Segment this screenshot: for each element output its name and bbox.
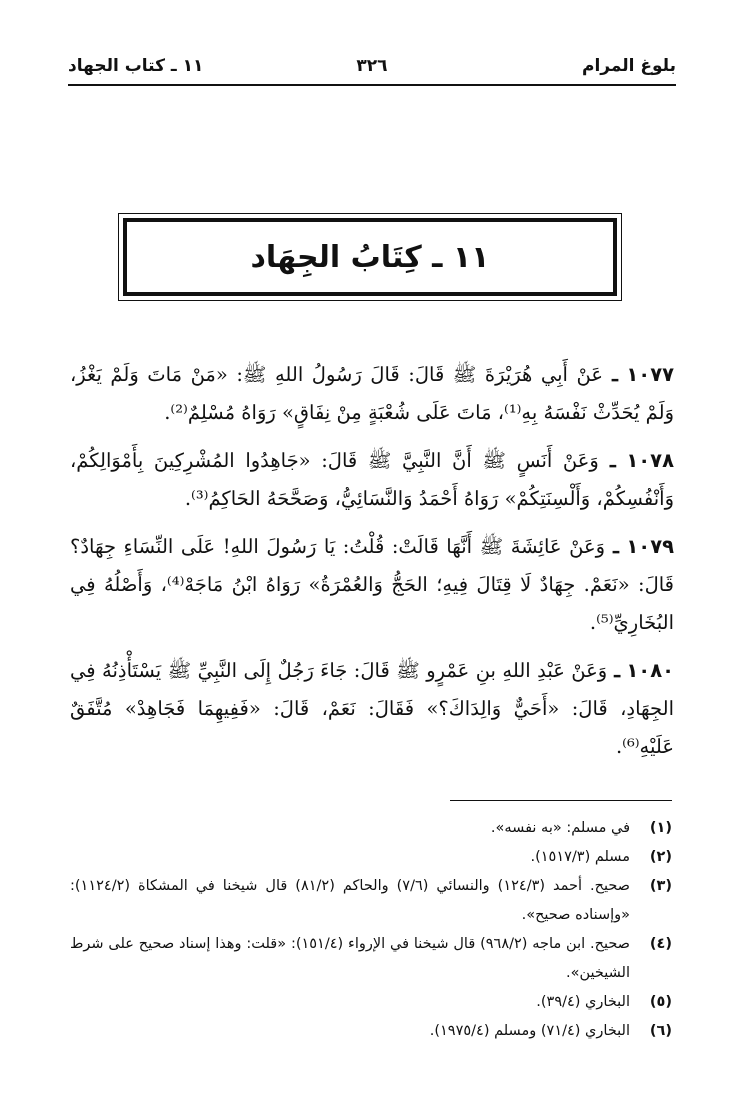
- hadith-text: وَعَنْ عَبْدِ اللهِ بنِ عَمْرٍو ﷺ قَالَ: جَاءَ رَجُلٌ إِلَى النَّبِيِّ ﷺ يَسْتَأْذِنُهُ فِي الجِهَادِ، قَالَ: «أَحَيٌّ وَالِدَاكَ؟» فَقَالَ: نَعَمْ، قَالَ: «فَفِيهِمَا فَجَاهِدْ» مُتَّفَقٌ عَلَيْهِ⁽⁶⁾.: [70, 659, 674, 758]
- running-header: [68, 56, 676, 82]
- chapter-title-frame: [118, 213, 622, 301]
- chapter-reference: ١١ ـ كتاب الجهاد: [68, 56, 204, 76]
- hadith-text: وَعَنْ أَنَسٍ ﷺ أَنَّ النَّبِيَّ ﷺ قَالَ: «جَاهِدُوا المُشْرِكِينَ بِأَمْوَالِكُمْ، وَأَنْفُسِكُمْ، وَأَلْسِنَتِكُمْ» رَوَاهُ أَحْمَدُ وَالنَّسَائِيُّ، وَصَحَّحَهُ الحَاكِمُ⁽³⁾.: [70, 449, 674, 510]
- hadith-paragraph: [70, 528, 674, 642]
- footnote-text: صحيح. ابن ماجه (٩٦٨/٢) قال شيخنا في الإرواء (١٥١/٤): «قلت: وهذا إسناد صحيح على شرط الشيخين».: [70, 936, 630, 981]
- header-rule: [68, 84, 676, 86]
- footnote-text: مسلم (١٥١٧/٣).: [530, 849, 630, 865]
- hadith-dash: ـ: [598, 449, 616, 472]
- footnote-separator: [450, 800, 672, 801]
- hadith-number: ١٠٧٧: [626, 363, 674, 386]
- hadith-paragraph: [70, 652, 674, 766]
- hadith-number: ١٠٨٠: [626, 659, 674, 682]
- footnote-number: (٣): [649, 878, 672, 894]
- footnote: [70, 930, 672, 988]
- footnote-number: (٤): [649, 936, 672, 952]
- chapter-title-inner-frame: [123, 218, 617, 296]
- footnote-number: (٢): [649, 849, 672, 865]
- footnote: [70, 872, 672, 930]
- footnote-text: البخاري (٣٩/٤).: [536, 994, 630, 1010]
- page-number: ٣٢٦: [356, 56, 388, 76]
- footnote: [70, 814, 672, 843]
- footnote: [70, 843, 672, 872]
- hadith-number: ١٠٧٨: [626, 449, 674, 472]
- hadith-dash: ـ: [607, 659, 620, 682]
- hadith-dash: ـ: [603, 363, 618, 386]
- hadith-paragraph: [70, 356, 674, 432]
- footnotes: [70, 814, 672, 1046]
- hadith-paragraph: [70, 442, 674, 518]
- footnote-number: (٥): [649, 994, 672, 1010]
- footnote-number: (٦): [649, 1023, 672, 1039]
- hadith-number: ١٠٧٩: [626, 535, 674, 558]
- book-title: بلوغ المرام: [582, 56, 676, 76]
- hadith-dash: ـ: [605, 535, 619, 558]
- footnote-number: (١): [649, 820, 672, 836]
- footnote: [70, 1017, 672, 1046]
- hadith-text: وَعَنْ عَائِشَةَ ﷺ أَنَّهَا قَالَتْ: قُلْتُ: يَا رَسُولَ اللهِ! عَلَى النِّسَاءِ جِهَادٌ؟ قَالَ: «نَعَمْ. جِهَادٌ لَا قِتَالَ فِيهِ؛ الحَجُّ وَالعُمْرَةُ» رَوَاهُ ابْنُ مَاجَهْ⁽⁴⁾، وَأَصْلُهُ فِي البُخَارِيِّ⁽⁵⁾.: [70, 535, 674, 634]
- footnote-text: في مسلم: «به نفسه».: [490, 820, 630, 836]
- footnote: [70, 988, 672, 1017]
- footnote-text: البخاري (٧١/٤) ومسلم (١٩٧٥/٤).: [429, 1023, 630, 1039]
- hadith-body: [70, 356, 674, 776]
- footnote-text: صحيح. أحمد (١٢٤/٣) والنسائي (٧/٦) والحاكم (٨١/٢) قال شيخنا في المشكاة (١١٢٤/٢): «وإسناده صحيح».: [70, 878, 630, 923]
- hadith-text: عَنْ أَبِي هُرَيْرَةَ ﷺ قَالَ: قَالَ رَسُولُ اللهِ ﷺ: «مَنْ مَاتَ وَلَمْ يَغْزُ، وَلَمْ يُحَدِّثْ نَفْسَهُ بِهِ⁽¹⁾، مَاتَ عَلَى شُعْبَةٍ مِنْ نِفَاقٍ» رَوَاهُ مُسْلِمٌ⁽²⁾.: [70, 363, 674, 424]
- chapter-title: ١١ ـ كِتَابُ الجِهَاد: [250, 239, 490, 275]
